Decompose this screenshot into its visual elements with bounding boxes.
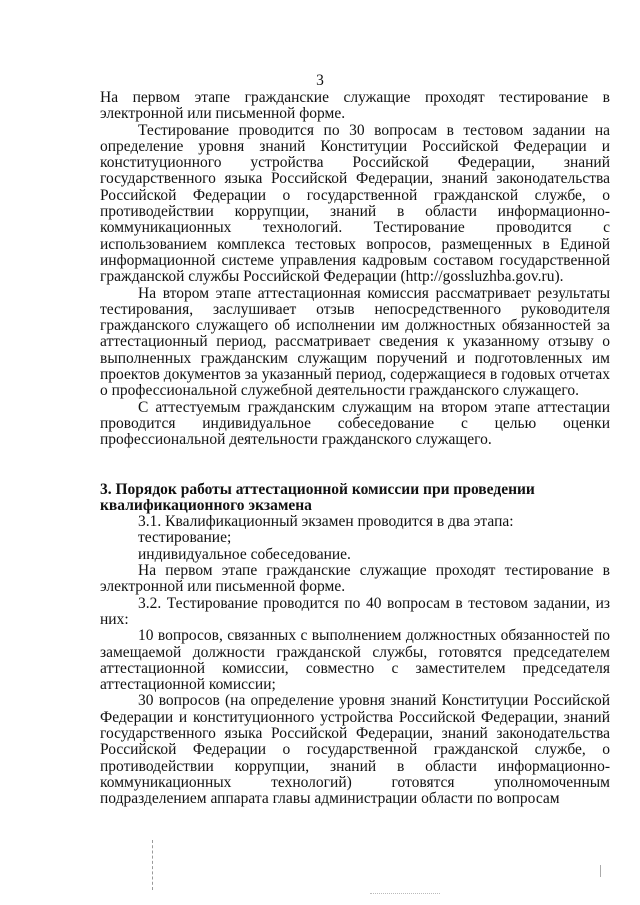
- paragraph-interview: С аттестуемым гражданским служащим на втором этапе аттестации проводится индивидуальное собеседование с целью оценки профессиональной деятельности гражданского служащего.: [100, 398, 610, 449]
- paragraph-3-2: 3.2. Тестирование проводится по 40 вопросам в тестовом задании, из них:: [100, 594, 610, 628]
- paragraph-10-questions: 10 вопросов, связанных с выполнением должностных обязанностей по замещаемой должности гражданской службы, готовятся председателем аттестационной комиссии, совместно с заместителем председателя аттестационной комиссии;: [100, 627, 610, 694]
- paragraph-testing-30-questions: Тестирование проводится по 30 вопросам в тестовом задании на определение уровня знаний Конституции Российской Федерации и конституционного устройства Российской Федерации, знаний государственного языка Российской Федерации, знаний законодательства Российской Федерации о государственной гражданской службе, о противодействии коррупции, знаний в области информационно-коммуникационных технологий. Тестирование проводится с использованием комплекса тестовых вопросов, размещенных в Единой информационной системе управления кадровым составом государственной гражданской службы Российской Федерации (http://gossluzhba.gov.ru).: [100, 121, 610, 286]
- page-number: 3: [316, 72, 324, 89]
- paragraph-first-stage: На первом этапе гражданские служащие проходят тестирование в электронной или письменной форме.: [100, 89, 610, 123]
- scan-bottom-dots: [370, 893, 440, 895]
- paragraph-3-1: 3.1. Квалификационный экзамен проводится в два этапа:: [138, 513, 514, 531]
- section-title-line1: 3. Порядок работы аттестационной комиссии при проведении: [100, 480, 535, 498]
- document-body: [100, 90, 610, 807]
- paragraph-30-questions: 30 вопросов (на определение уровня знаний Конституции Российской Федерации и конституционного устройства Российской Федерации, знаний государственного языка Российской Федерации, знаний законодательства Российской Федерации о государственной гражданской службе, о противодействии коррупции, знаний в области информационно-коммуникационных технологий) готовятся уполномоченным подразделением аппарата главы администрации области по вопросам: [100, 692, 610, 808]
- list-item-testing: тестирование;: [138, 529, 232, 547]
- list-item-interview: индивидуальное собеседование.: [138, 545, 351, 563]
- section-spacer: [100, 449, 610, 482]
- paragraph-second-stage: На втором этапе аттестационная комиссия рассматривает результаты тестирования, заслушивает отзыв непосредственного руководителя гражданского служащего об исполнении им должностных обязанностей за аттестационный период, рассматривает сведения к указанному отзыву о выполненных гражданским служащим поручений и подготовленных им проектов документов за указанный период, содержащиеся в годовых отчетах о профессиональной служебной деятельности гражданского служащего.: [100, 284, 610, 400]
- scan-margin-mark: [152, 840, 154, 890]
- paragraph-first-stage-exam: На первом этапе гражданские служащие проходят тестирование в электронной или письменной форме.: [100, 562, 610, 596]
- scan-edge-mark: [600, 865, 601, 877]
- section-title-line2: квалификационного экзамена: [100, 496, 312, 514]
